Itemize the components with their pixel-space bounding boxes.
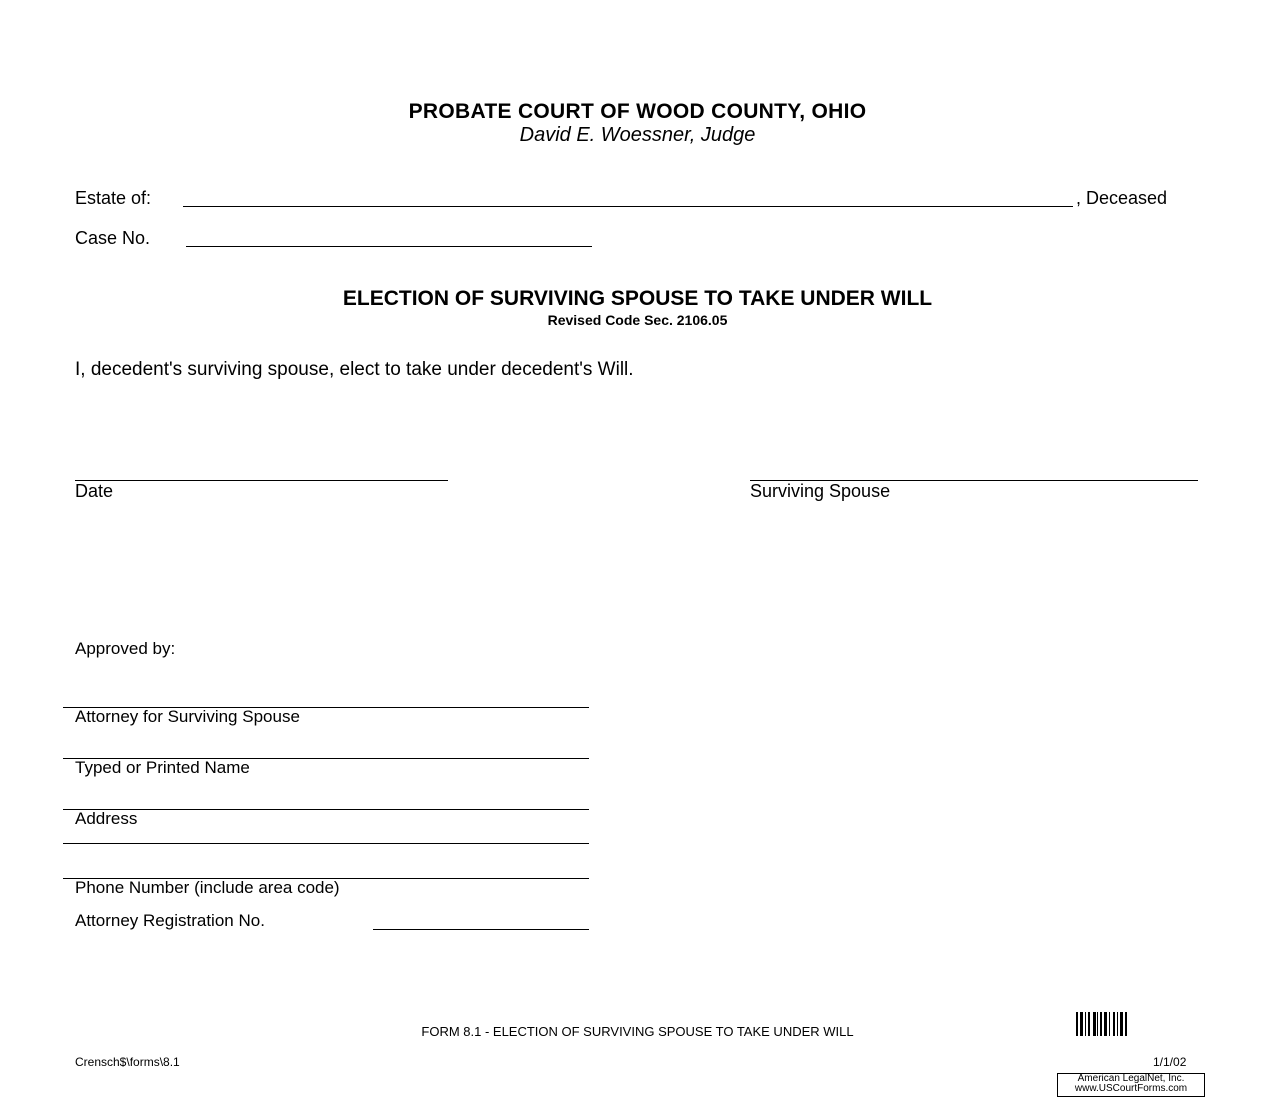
judge-name: David E. Woessner, Judge: [519, 124, 756, 146]
barcode-icon: [1076, 1012, 1127, 1036]
phone-label: Phone Number (include area code): [75, 878, 340, 897]
address-label: Address: [75, 809, 138, 828]
court-name: PROBATE COURT OF WOOD COUNTY, OHIO: [408, 100, 867, 123]
file-reference: Crensch$\forms\8.1: [75, 1055, 180, 1069]
address-line-2[interactable]: [63, 843, 589, 844]
election-statement: I, decedent's surviving spouse, elect to take under decedent's Will.: [75, 359, 634, 380]
publisher-stamp: [1057, 1073, 1205, 1097]
case-number-label: Case No.: [75, 228, 151, 248]
attorney-label: Attorney for Surviving Spouse: [75, 707, 300, 726]
estate-name-field[interactable]: [183, 206, 1073, 207]
case-number-field[interactable]: [186, 246, 592, 247]
publisher-website[interactable]: www.USCourtForms.com: [1074, 1083, 1188, 1094]
surviving-spouse-label: Surviving Spouse: [750, 481, 891, 501]
approved-by-label: Approved by:: [75, 639, 176, 658]
publisher-name: American LegalNet, Inc.: [1077, 1073, 1185, 1084]
form-title: ELECTION OF SURVIVING SPOUSE TO TAKE UNDER WILL: [342, 287, 933, 310]
form-subtitle: Revised Code Sec. 2106.05: [547, 312, 728, 328]
registration-label: Attorney Registration No.: [75, 911, 265, 930]
date-signature-line[interactable]: [75, 480, 448, 481]
revision-date: 1/1/02: [1153, 1055, 1187, 1069]
date-label: Date: [75, 481, 114, 501]
printed-name-label: Typed or Printed Name: [75, 758, 250, 777]
registration-number-field[interactable]: [373, 929, 589, 930]
footer-form-name: FORM 8.1 - ELECTION OF SURVIVING SPOUSE TO TAKE UNDER WILL: [421, 1024, 854, 1039]
deceased-label: , Deceased: [1076, 188, 1168, 208]
address-line-1[interactable]: [63, 809, 589, 810]
estate-label: Estate of:: [75, 188, 152, 208]
